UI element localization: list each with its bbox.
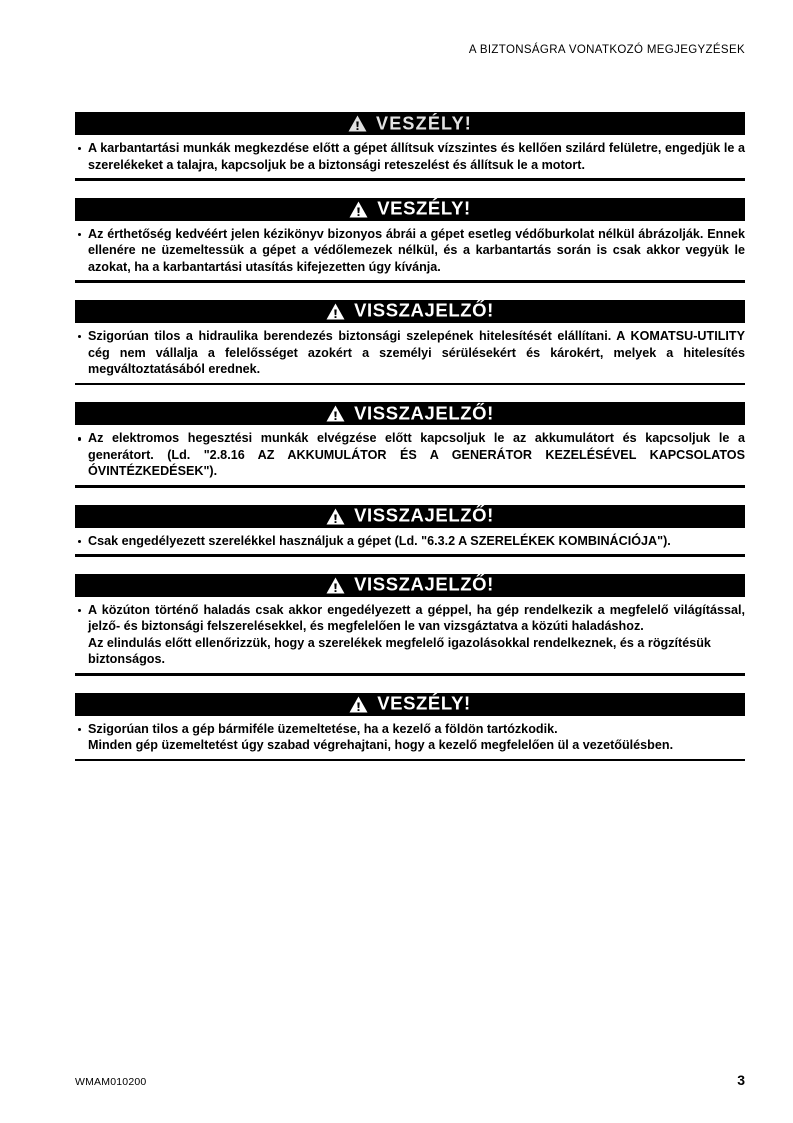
notice-paragraph: Szigorúan tilos a hidraulika berendezés biztonsági szelepének hitelesítését elállítani. A KOMATSU-UTILITY cég nem vállalja a felelősséget azokért a személyi sérülésekért és károkért, melyek a hitelesítés megváltoztatásából erednek.: [88, 328, 745, 377]
notice-title: VISSZAJELZŐ!: [354, 402, 494, 423]
notice-body: [75, 597, 745, 672]
notice-title: VESZÉLY!: [376, 113, 472, 133]
safety-notice: [75, 300, 745, 385]
bullet-icon: [78, 335, 88, 338]
notice-title-bar: [75, 198, 745, 221]
page-number: 3: [737, 1072, 745, 1088]
notice-body: [75, 425, 745, 484]
notice-paragraph: Szigorúan tilos a gép bármiféle üzemeltetése, ha a kezelő a földön tartózkodik.: [88, 721, 558, 736]
notice-text: [88, 226, 745, 276]
notice-text: [88, 602, 745, 668]
notice-title: VISSZAJELZŐ!: [354, 573, 494, 595]
notice-bottom-rule: [75, 280, 745, 283]
notice-title-bar: [75, 505, 745, 528]
safety-notices-list: [75, 112, 745, 761]
notice-paragraph: Minden gép üzemeltetést úgy szabad végrehajtani, hogy a kezelő megfelelően ül a vezetőülésben.: [88, 738, 674, 753]
bullet-icon: [78, 437, 88, 440]
notice-paragraph: Az elindulás előtt ellenőrizzük, hogy a szerelékek megfelelő igazolásokkal rendelkeznek, és a rögzítésük biztonságos.: [88, 635, 711, 667]
notice-body: [75, 716, 745, 758]
bullet-icon: [78, 609, 88, 612]
notice-paragraph: Csak engedélyezett szerelékkel használjuk a gépet (Ld. "6.3.2 A SZERELÉKEK KOMBINÁCIÓJA").: [88, 533, 671, 548]
notice-text: [88, 430, 745, 480]
safety-notice: [75, 574, 745, 676]
document-code: WMAM010200: [75, 1076, 147, 1088]
notice-text: [88, 533, 745, 550]
warning-triangle-icon: [349, 696, 368, 713]
safety-notice: [75, 402, 745, 487]
bullet-icon: [78, 728, 88, 731]
notice-paragraph: A karbantartási munkák megkezdése előtt a gépet állítsuk vízszintes és kellően szilárd felületre, engedjük le a szerelékeket a talajra, kapcsoljuk be a biztonsági reteszelést és állítsuk le a motort.: [88, 141, 745, 172]
notice-title: VESZÉLY!: [377, 692, 471, 714]
notice-text: [88, 721, 745, 754]
safety-notice: [75, 198, 745, 283]
notice-bottom-rule: [75, 759, 745, 762]
warning-triangle-icon: [349, 201, 368, 218]
notice-body: [75, 221, 745, 280]
notice-text: [88, 140, 745, 173]
notice-title: VISSZAJELZŐ!: [354, 504, 494, 526]
warning-triangle-icon: [326, 405, 345, 422]
page-footer: [75, 1072, 745, 1088]
notice-title-bar: [75, 300, 745, 323]
safety-notice: [75, 505, 745, 557]
notice-bottom-rule: [75, 178, 745, 181]
notice-title-bar: [75, 402, 745, 425]
warning-triangle-icon: [326, 508, 345, 525]
notice-body: [75, 528, 745, 554]
warning-triangle-icon: [326, 303, 345, 320]
notice-title: VISSZAJELZŐ!: [354, 299, 494, 321]
notice-title-bar: [75, 574, 745, 597]
notice-body: [75, 135, 745, 177]
notice-paragraph: Az érthetőség kedvéért jelen kézikönyv bizonyos ábrái a gépet esetleg védőburkolat nélkül ábrázolják. Ennek ellenére ne üzemeltessük a gépet a védőlemezek nélkül, és a karbantartás során is csak akkor vegyük le azokat, ha a karbantartási utasítás kifejezetten úgy kívánja.: [88, 226, 745, 274]
warning-triangle-icon: [348, 115, 367, 132]
bullet-icon: [78, 147, 88, 150]
bullet-icon: [78, 540, 88, 543]
notice-title-bar: [75, 693, 745, 716]
notice-bottom-rule: [75, 485, 745, 488]
bullet-icon: [78, 233, 88, 236]
notice-bottom-rule: [75, 554, 745, 557]
running-header: A BIZTONSÁGRA VONATKOZÓ MEGJEGYZÉSEK: [468, 44, 745, 56]
notice-text: [88, 328, 745, 378]
notice-title-bar: [75, 112, 745, 135]
notice-paragraph: A közúton történő haladás csak akkor engedélyezett a géppel, ha gép rendelkezik a megfelelő világítással, jelző- és biztonsági felszerelésekkel, és megfelelően le van vizsgáztatva a közúti haladáshoz.: [88, 602, 745, 634]
notice-title: VESZÉLY!: [377, 197, 471, 219]
safety-notice: [75, 112, 745, 181]
notice-bottom-rule: [75, 673, 745, 676]
warning-triangle-icon: [326, 577, 345, 594]
notice-body: [75, 323, 745, 382]
notice-paragraph: Az elektromos hegesztési munkák elvégzése előtt kapcsoljuk le az akkumulátort és kapcsoljuk le a generátort. (Ld. "2.8.16 AZ AKKUMULÁTOR ÉS A GENERÁTOR KEZELÉSÉVEL KAPCSOLATOS ÓVINTÉZKEDÉSEK").: [88, 431, 745, 479]
notice-bottom-rule: [75, 383, 745, 386]
safety-notice: [75, 693, 745, 762]
